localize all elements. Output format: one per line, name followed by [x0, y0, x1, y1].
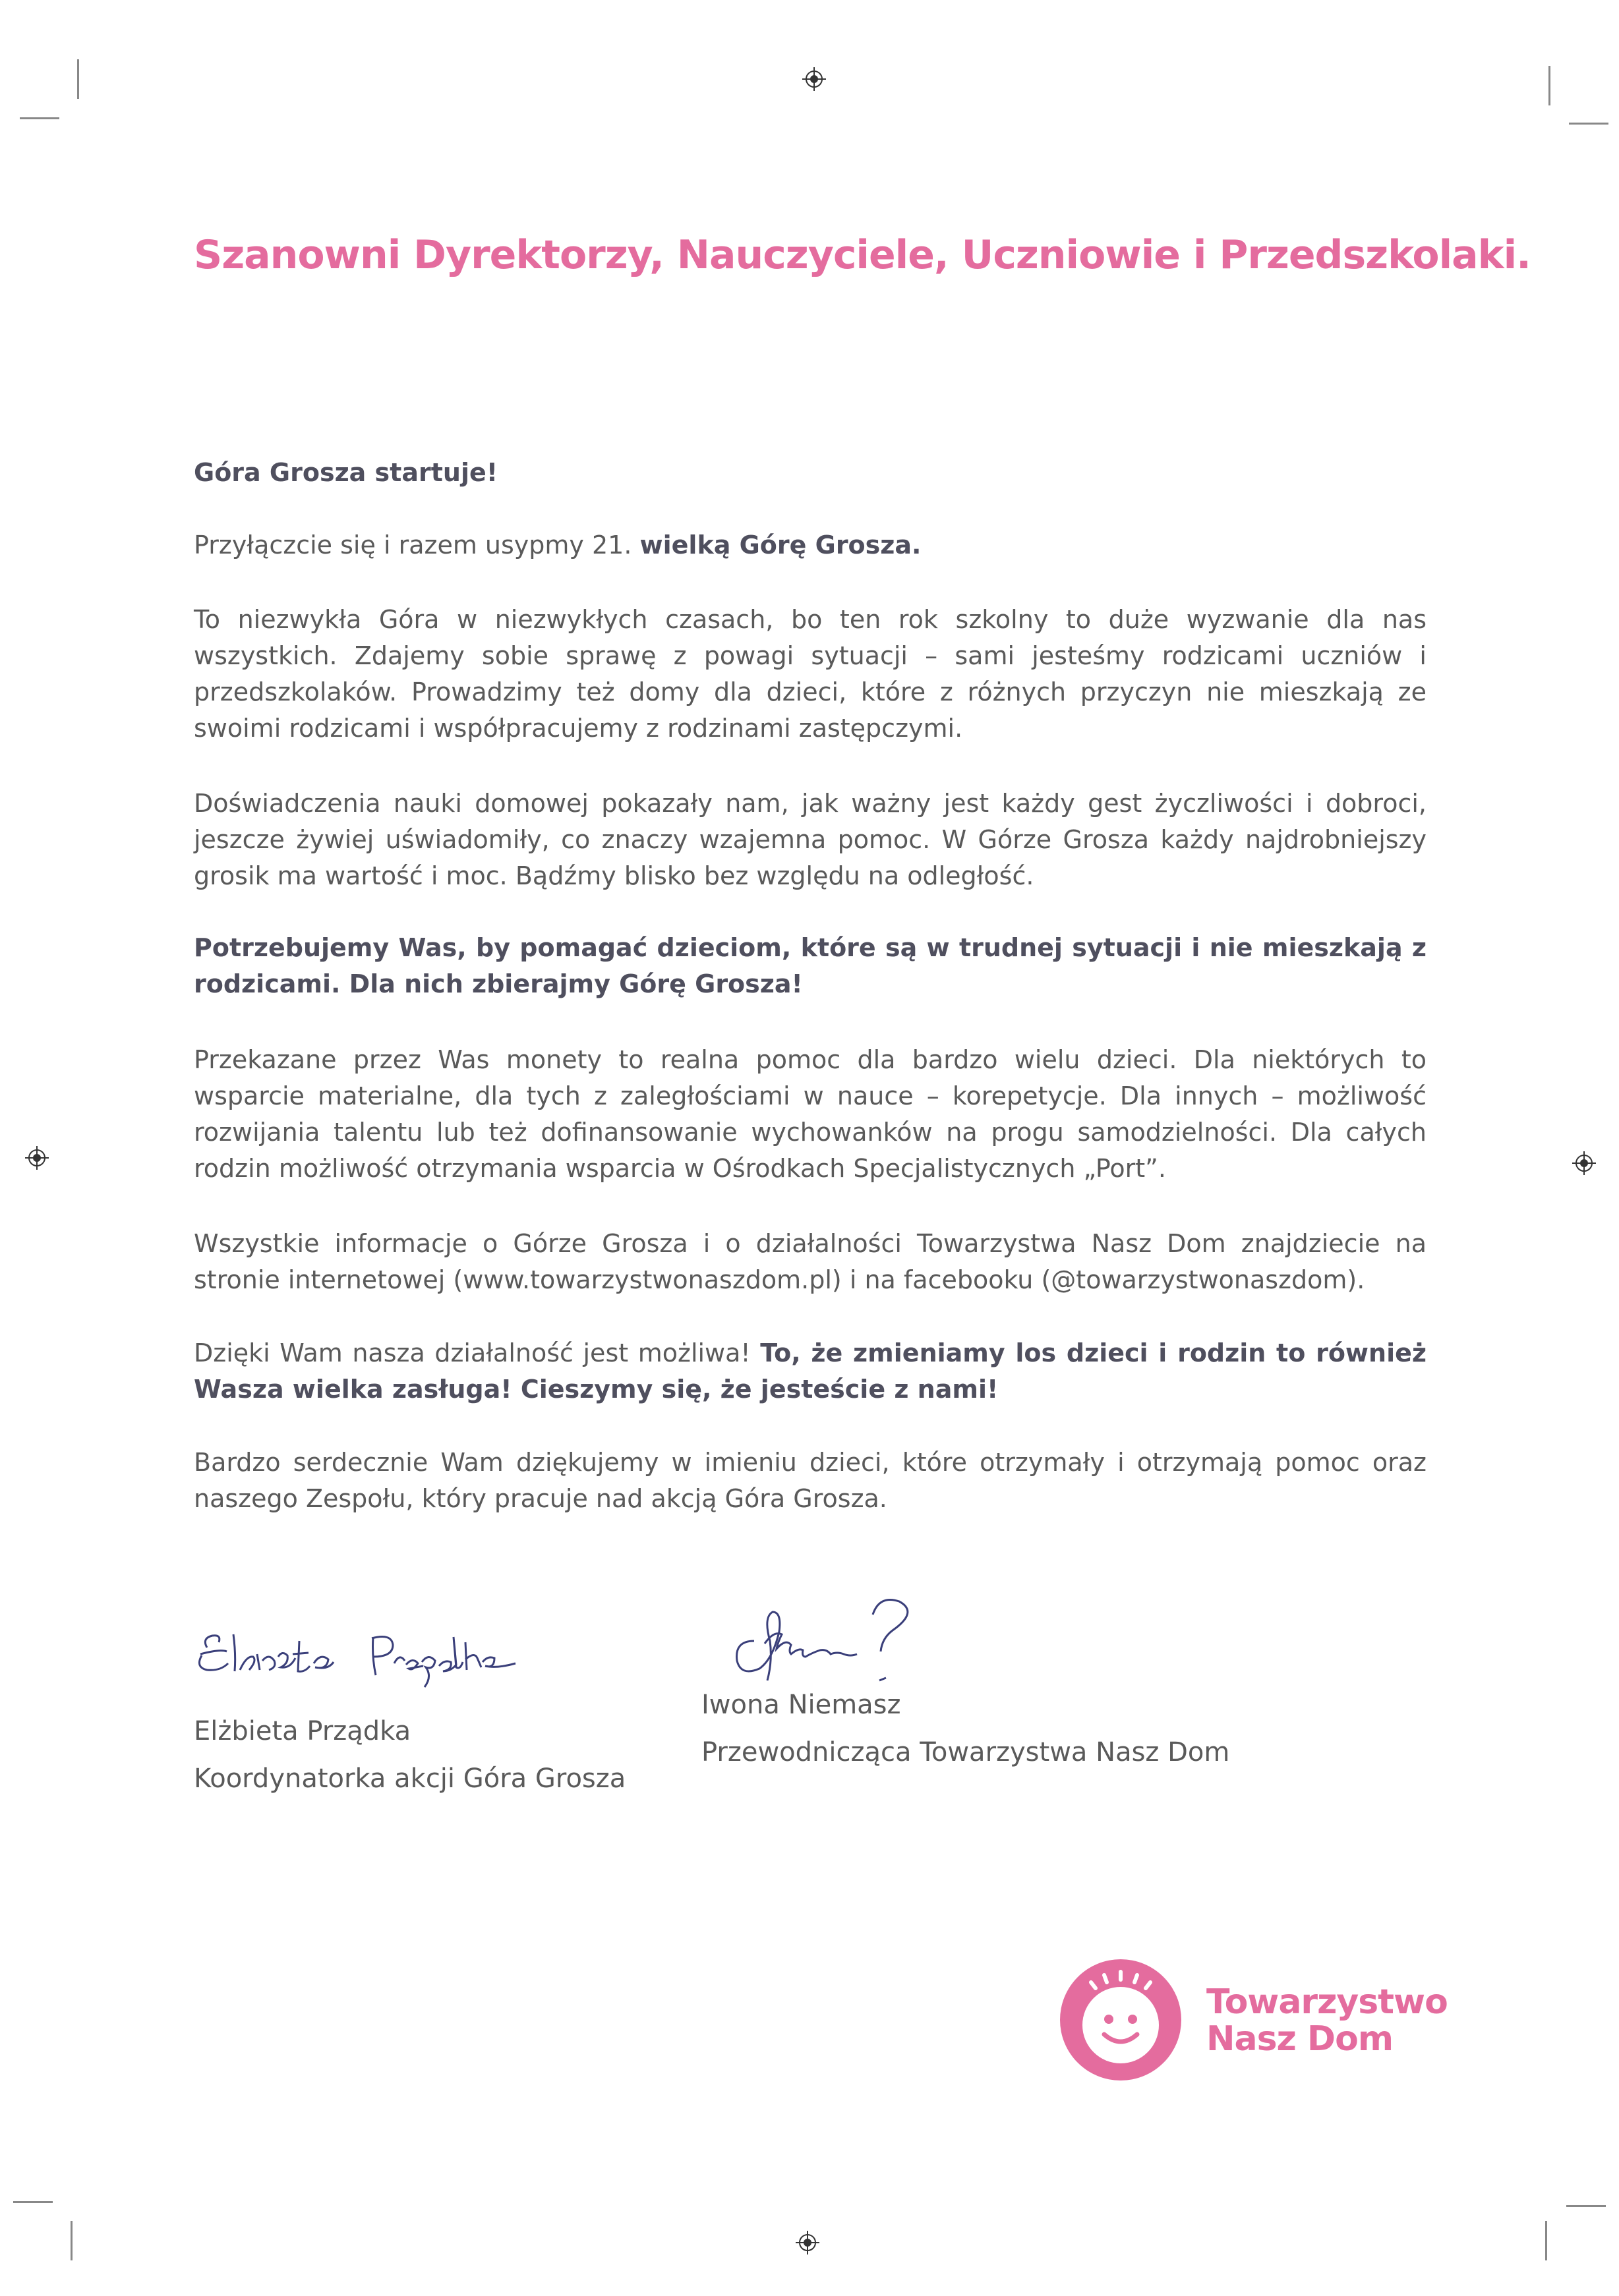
smiling-face-logo-icon	[1058, 1957, 1183, 2082]
paragraph-5	[194, 1042, 1427, 1187]
crop-mark-top-left-h	[20, 117, 59, 119]
handwritten-signature-icon	[701, 1582, 1044, 1694]
registration-mark-icon	[794, 2229, 821, 2256]
registration-mark-icon	[24, 1145, 50, 1171]
signatory-name: Elżbieta Prządka	[194, 1716, 411, 1746]
paragraph-text: Doświadczenia nauki domowej pokazały nam, jak ważny jest każdy gest życzliwości i dobroci, jeszcze żywiej uświadomiły, co znaczy wzajemna pomoc. W Górze Grosza każdy najdrobniejszy grosik ma wartość i moc. Bądźmy blisko bez względu na odległość.	[194, 789, 1427, 890]
paragraph-bold-text: wielką Górę Grosza.	[639, 531, 922, 560]
logo-text-line1: Towarzystwo	[1206, 1982, 1448, 2022]
paragraph-text: Przekazane przez Was monety to realna pomoc dla bardzo wielu dzieci. Dla niektórych to wsparcie materialne, dla tych z zaległościami w nauce – korepetycje. Dla innych – możliwość rozwijania talentu lub też dofinansowanie wychowanków na progu samodzielności. Dla całych rodzin możliwość otrzymania wsparcia w Ośrodkach Specjalistycznych „Port”.	[194, 1045, 1427, 1183]
paragraph-4-emphasis	[194, 930, 1427, 1002]
signature-block-president	[701, 1608, 1229, 1767]
logo-text-line2: Nasz Dom	[1206, 2019, 1394, 2059]
paragraph-bold-text: Potrzebujemy Was, by pomagać dzieciom, które są w trudnej sytuacji i nie mieszkają z rodzicami. Dla nich zbierajmy Górę Grosza!	[194, 933, 1427, 998]
paragraph-1	[194, 527, 1427, 563]
registration-mark-icon	[1571, 1150, 1597, 1176]
paragraph-text: To niezwykła Góra w niezwykłych czasach, bo ten rok szkolny to duże wyzwanie dla nas wszystkich. Zdajemy sobie sprawę z powagi sytuacji – sami jesteśmy rodzicami uczniów i przedszkolaków. Prowadzimy też domy dla dzieci, które z różnych przyczyn nie mieszkają ze swoimi rodzicami i współpracujemy z rodzinami zastępczymi.	[194, 605, 1427, 743]
signature-block-coordinator	[194, 1608, 626, 1794]
handwritten-signature-icon	[194, 1608, 537, 1694]
crop-mark-bottom-right-v	[1545, 2221, 1547, 2260]
paragraph-bold-text: To, że zmieniamy los dzieci i rodzin to również Wasza wielka zasługa! Cieszymy się, że jesteście z nami!	[194, 1338, 1427, 1404]
paragraph-text: Bardzo serdecznie Wam dziękujemy w imieniu dzieci, które otrzymały i otrzymają pomoc oraz naszego Zespołu, który pracuje nad akcją Góra Grosza.	[194, 1448, 1427, 1513]
paragraph-text: Dzięki Wam nasza działalność jest możliwa!	[194, 1338, 761, 1367]
crop-mark-bottom-left-v	[71, 2221, 73, 2260]
towarzystwo-nasz-dom-logo	[1058, 1957, 1448, 2082]
crop-mark-top-right-v	[1548, 66, 1550, 105]
paragraph-text: Przyłączcie się i razem usypmy 21.	[194, 531, 640, 560]
signatory-role: Koordynatorka akcji Góra Grosza	[194, 1764, 626, 1794]
letter-lead: Góra Grosza startuje!	[194, 458, 498, 487]
paragraph-text: Wszystkie informacje o Górze Grosza i o działalności Towarzystwa Nasz Dom znajdziecie na stronie internetowej (www.towarzystwonaszdom.pl) i na facebooku (@towarzystwonaszdom).	[194, 1229, 1427, 1294]
crop-mark-bottom-right-h	[1566, 2205, 1606, 2207]
paragraph-2	[194, 602, 1427, 747]
letter-title: Szanowni Dyrektorzy, Nauczyciele, Uczniowie i Przedszkolaki.	[194, 232, 1531, 278]
paragraph-7	[194, 1335, 1427, 1408]
crop-mark-bottom-left-h	[13, 2201, 53, 2203]
crop-mark-top-right-h	[1569, 123, 1608, 125]
signatory-role: Przewodnicząca Towarzystwa Nasz Dom	[701, 1737, 1230, 1767]
signatory-name: Iwona Niemasz	[701, 1690, 901, 1720]
registration-mark-icon	[801, 66, 827, 92]
paragraph-6	[194, 1226, 1427, 1298]
crop-mark-top-left-v	[77, 59, 79, 99]
paragraph-3	[194, 786, 1427, 894]
paragraph-8	[194, 1445, 1427, 1517]
